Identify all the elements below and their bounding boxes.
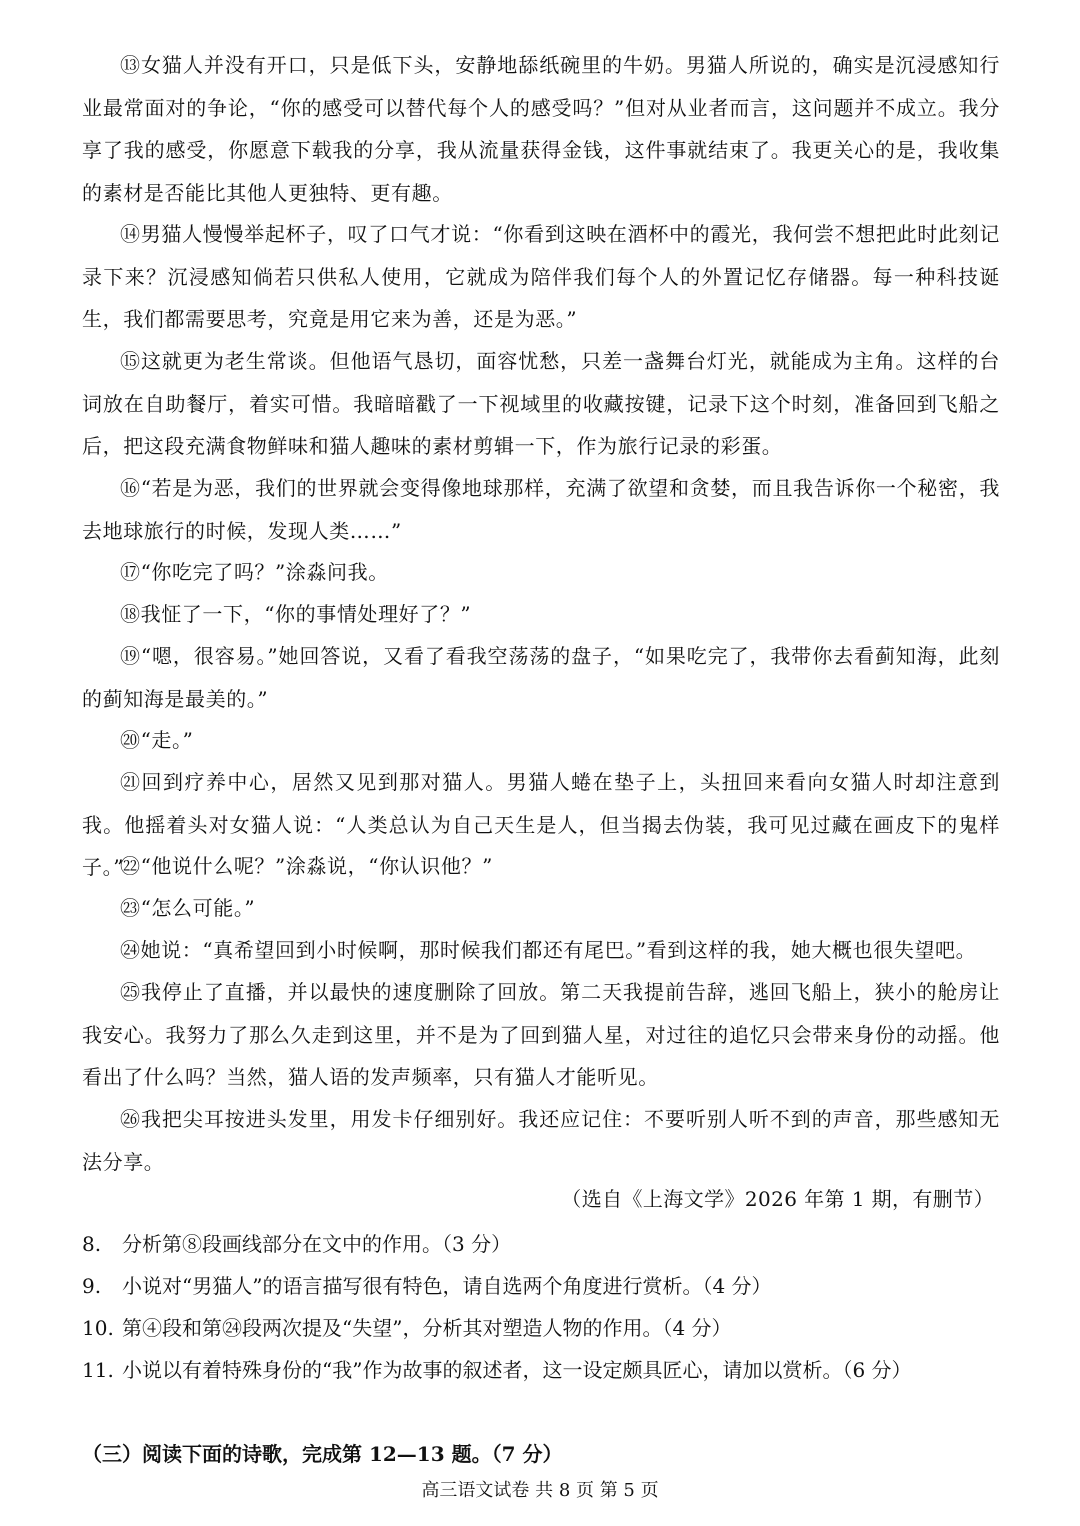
question-number: 8. <box>82 1232 102 1256</box>
paragraph-17: ⑰“你吃完了吗？”涂淼问我。 <box>120 560 389 584</box>
paragraph-22: ㉒“他说什么呢？”涂淼说，“你认识他？” <box>120 854 493 878</box>
paragraph-18: ⑱我怔了一下，“你的事情处理好了？” <box>120 602 472 626</box>
question-number: 10. <box>82 1316 114 1340</box>
question-9 <box>82 1267 1012 1305</box>
paragraph-20: ⑳“走。” <box>120 728 194 752</box>
paragraph-16: ⑯“若是为恶，我们的世界就会变得像地球那样，充满了欲望和贪婪，而且我告诉你一个秘密，我去地球旅行的时候，发现人类……” <box>82 476 1000 543</box>
question-8 <box>82 1225 1012 1263</box>
paragraph-21: ㉑回到疗养中心，居然又见到那对猫人。男猫人蜷在垫子上，头扭回来看向女猫人时却注意到我。他摇着头对女猫人说：“人类总认为自己天生是人，但当揭去伪装，我可见过藏在画皮下的鬼样子。” <box>82 770 1000 879</box>
paragraph-15: ⑮这就更为老生常谈。但他语气恳切，面容忧愁，只差一盏舞台灯光，就能成为主角。这样的台词放在自助餐厅，着实可惜。我暗暗戳了一下视域里的收藏按键，记录下这个时刻，准备回到飞船之后，把这段充满食物鲜味和猫人趣味的素材剪辑一下，作为旅行记录的彩蛋。 <box>82 349 1000 458</box>
paragraph-13: ⑬女猫人并没有开口，只是低下头，安静地舔纸碗里的牛奶。男猫人所说的，确实是沉浸感知行业最常面对的争论，“你的感受可以替代每个人的感受吗？”但对从业者而言，这问题并不成立。我分享了我的感受，你愿意下载我的分享，我从流量获得金钱，这件事就结束了。我更关心的是，我收集的素材是否能比其他人更独特、更有趣。 <box>82 53 1000 205</box>
question-11 <box>82 1351 1012 1389</box>
paragraph-25: ㉕我停止了直播，并以最快的速度删除了回放。第二天我提前告辞，逃回飞船上，狭小的舱房让我安心。我努力了那么久走到这里，并不是为了回到猫人星，对过往的追忆只会带来身份的动摇。他看出了什么吗？当然，猫人语的发声频率，只有猫人才能听见。 <box>82 980 1000 1089</box>
paragraph-14: ⑭男猫人慢慢举起杯子，叹了口气才说：“你看到这映在酒杯中的霞光，我何尝不想把此时此刻记录下来？沉浸感知倘若只供私人使用，它就成为陪伴我们每个人的外置记忆存储器。每一种科技诞生，我们都需要思考，究竟是用它来为善，还是为恶。” <box>82 222 1000 331</box>
question-10 <box>82 1309 1012 1347</box>
section-heading: （三）阅读下面的诗歌，完成第 12—13 题。（7 分） <box>82 1442 563 1466</box>
source-citation: （选自《上海文学》2026 年第 1 期，有删节） <box>561 1187 994 1211</box>
paragraph-19: ⑲“嗯，很容易。”她回答说，又看了看我空荡荡的盘子，“如果吃完了，我带你去看蓟知海，此刻的蓟知海是最美的。” <box>82 644 1000 711</box>
question-text: 分析第⑧段画线部分在文中的作用。（3 分） <box>122 1232 512 1256</box>
question-text: 第④段和第㉔段两次提及“失望”，分析其对塑造人物的作用。（4 分） <box>122 1316 732 1340</box>
paragraph-23: ㉓“怎么可能。” <box>120 896 256 920</box>
paragraph-24: ㉔她说：“真希望回到小时候啊，那时候我们都还有尾巴。”看到这样的我，她大概也很失望吧。 <box>120 938 977 962</box>
question-text: 小说以有着特殊身份的“我”作为故事的叙述者，这一设定颇具匠心，请加以赏析。（6 分） <box>122 1358 912 1382</box>
question-number: 11. <box>82 1358 114 1382</box>
page-footer: 高三语文试卷 共 8 页 第 5 页 <box>421 1480 659 1501</box>
question-number: 9. <box>82 1274 102 1298</box>
question-text: 小说对“男猫人”的语言描写很有特色，请自选两个角度进行赏析。（4 分） <box>122 1274 772 1298</box>
paragraph-26: ㉖我把尖耳按进头发里，用发卡仔细别好。我还应记住：不要听别人听不到的声音，那些感知无法分享。 <box>82 1107 1000 1174</box>
